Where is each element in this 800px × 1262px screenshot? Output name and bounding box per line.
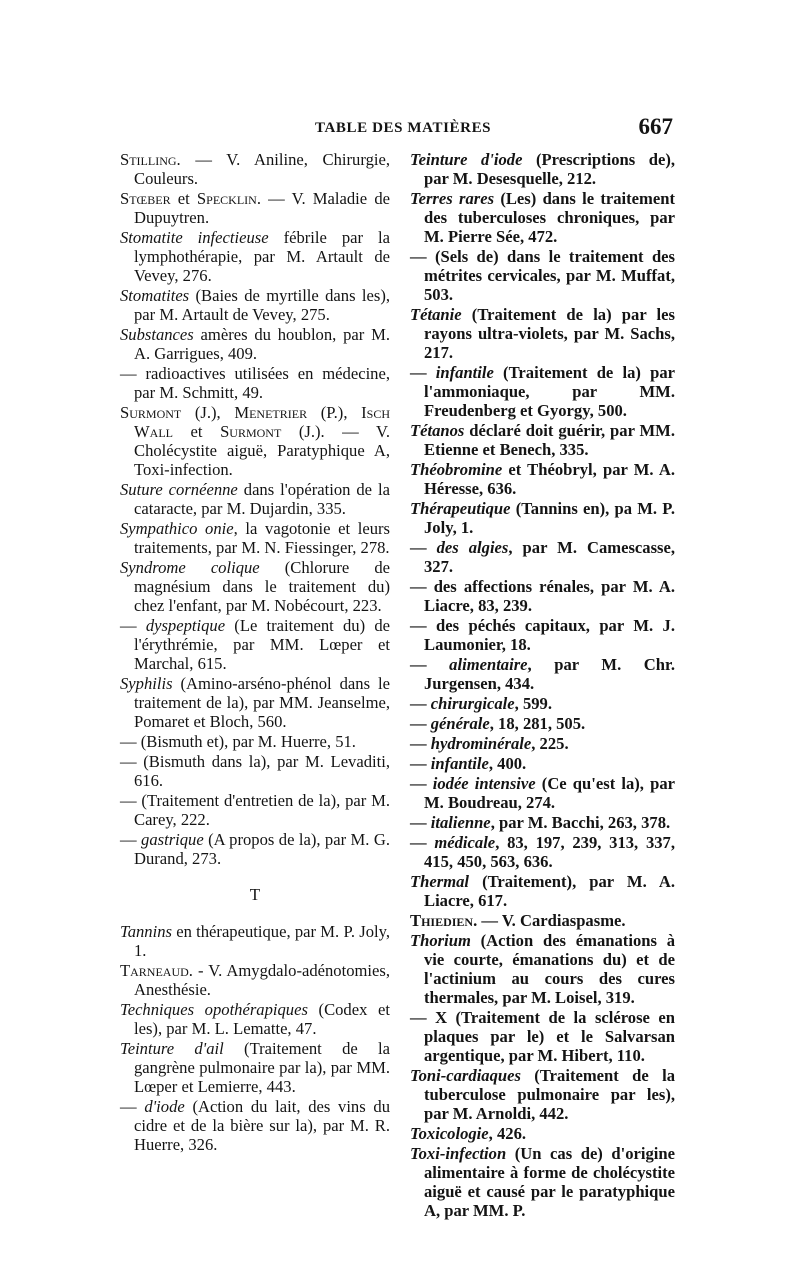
index-entry — [120, 403, 390, 479]
entry-text: en thérapeutique, par M. P. Joly, 1. — [134, 922, 390, 960]
index-term: Syphilis — [120, 674, 173, 693]
entry-text: fébrile par la lymphothérapie, par M. Artault de Vevey, 276. — [134, 228, 390, 285]
index-entry — [120, 752, 390, 790]
index-term: Tannins — [120, 922, 172, 941]
index-entry — [410, 305, 675, 362]
author-name: Isch Wall — [134, 403, 390, 441]
index-entry — [410, 1144, 675, 1220]
page-header — [117, 114, 673, 144]
entry-text: - V. Amygdalo-adénotomies, Anesthésie. — [134, 961, 390, 999]
author-name: Stœber — [120, 189, 171, 208]
index-term: Toxi-infection — [410, 1144, 507, 1163]
index-entry — [410, 931, 675, 1007]
index-entry — [410, 655, 675, 693]
index-entry — [410, 577, 675, 615]
index-entry — [120, 286, 390, 324]
index-entry — [410, 150, 675, 188]
entry-text: , 400. — [488, 754, 527, 773]
index-term: Teinture d'ail — [120, 1039, 224, 1058]
index-term: d'iode — [144, 1097, 185, 1116]
index-entry — [410, 911, 675, 930]
index-entry — [410, 734, 675, 753]
entry-text: , par M. Bacchi, 263, 378. — [490, 813, 671, 832]
entry-text: (Action du lait, des vins du cidre et de la bière sur la), par M. R. Huerre, 326. — [134, 1097, 390, 1154]
index-term: Thermal — [410, 872, 470, 891]
entry-text: , par M. Chr. Jurgensen, 434. — [424, 655, 675, 693]
author-name: Menetrier — [234, 403, 308, 422]
entry-text: et — [173, 422, 221, 441]
index-term: générale — [430, 714, 490, 733]
entry-text: , la vagotonie et leurs traitements, par M. N. Fiessinger, 278. — [134, 519, 390, 557]
entry-text: — — [120, 616, 146, 635]
entry-text: — V. Aniline, Chirurgie, Couleurs. — [134, 150, 390, 188]
index-entry — [120, 616, 390, 673]
entry-text: — (Sels de) dans le traitement des métrites cervicales, par M. Muffat, 503. — [410, 247, 675, 304]
entry-text: — — [120, 830, 142, 849]
entry-text: — (Bismuth et), par M. Huerre, 51. — [120, 732, 356, 751]
entry-text: déclaré doit guérir, par MM. Etienne et Benech, 335. — [424, 421, 675, 459]
entry-text: et Théobryl, par M. A. Héresse, 636. — [424, 460, 675, 498]
section-letter-heading — [120, 885, 390, 904]
index-term: Terres rares — [410, 189, 495, 208]
index-term: Syndrome colique — [120, 558, 260, 577]
entry-text: (Chlorure de magnésium dans le traitement du) chez l'enfant, par M. Nobécourt, 223. — [134, 558, 390, 615]
index-entry — [410, 538, 675, 576]
author-name: Specklin. — [196, 189, 261, 208]
page-number: 667 — [638, 114, 673, 139]
index-entry — [410, 754, 675, 773]
index-entry — [410, 714, 675, 733]
index-entry — [120, 150, 390, 188]
entry-text: — — [410, 833, 435, 852]
entry-text: — — [120, 1097, 145, 1116]
entry-text: (Ce qu'est la), par M. Boudreau, 274. — [424, 774, 675, 812]
author-name: Stilling. — [120, 150, 181, 169]
index-term: Thorium — [410, 931, 471, 950]
entry-text: amères du houblon, par M. A. Garrigues, 409. — [134, 325, 390, 363]
entry-text: (Tannins en), pa M. P. Joly, 1. — [424, 499, 675, 537]
entry-text: et — [170, 189, 197, 208]
index-entry — [120, 922, 390, 960]
index-term: italienne — [430, 813, 491, 832]
entry-text: — — [410, 813, 431, 832]
entry-text: — — [410, 694, 431, 713]
index-term: Sympathico onie — [120, 519, 234, 538]
index-entry — [120, 558, 390, 615]
index-term: infantile — [435, 363, 494, 382]
index-term: Tétanie — [410, 305, 462, 324]
index-term: Suture cornéenne — [120, 480, 238, 499]
entry-text: — (Traitement d'entretien de la), par M. Carey, 222. — [120, 791, 390, 829]
index-entry — [410, 616, 675, 654]
entry-text: (J.), — [181, 403, 235, 422]
index-entry — [410, 460, 675, 498]
index-term: infantile — [430, 754, 489, 773]
index-entry — [120, 674, 390, 731]
running-title: TABLE DES MATIÈRES — [315, 120, 492, 136]
index-term: hydrominérale — [430, 734, 532, 753]
entry-text: (Traitement de la gangrène pulmonaire par la), par MM. Lœper et Lemierre, 443. — [134, 1039, 390, 1096]
author-name: Surmont — [120, 403, 182, 422]
index-term: Substances — [120, 325, 194, 344]
entry-text: T — [249, 885, 261, 904]
index-entry — [410, 1124, 675, 1143]
entry-text: — (Bismuth dans la), par M. Levaditi, 616. — [120, 752, 390, 790]
entry-text: — des péchés capitaux, par M. J. Laumonier, 18. — [410, 616, 675, 654]
index-term: Techniques opothérapiques — [120, 1000, 308, 1019]
entry-text: — — [410, 538, 437, 557]
index-column-right — [410, 150, 675, 1221]
index-entry — [120, 1000, 390, 1038]
index-term: Stomatites — [120, 286, 190, 305]
index-term: Tétanos — [410, 421, 465, 440]
index-entry — [120, 830, 390, 868]
entry-text: (Baies de myrtille dans les), par M. Artault de Vevey, 275. — [134, 286, 390, 324]
entry-text: , 18, 281, 505. — [489, 714, 586, 733]
index-entry — [410, 1066, 675, 1123]
index-entry — [410, 421, 675, 459]
index-entry — [410, 247, 675, 304]
index-entry — [410, 813, 675, 832]
index-term: Teinture d'iode — [410, 150, 523, 169]
entry-text: , par M. Camescasse, 327. — [424, 538, 675, 576]
index-entry — [120, 791, 390, 829]
entry-text: , 83, 197, 239, 313, 337, 415, 450, 563, 636. — [424, 833, 675, 871]
entry-text: — des affections rénales, par M. A. Liacre, 83, 239. — [410, 577, 675, 615]
index-term: Toxicologie — [410, 1124, 489, 1143]
index-entry — [120, 228, 390, 285]
index-entry — [410, 694, 675, 713]
entry-text: — — [410, 655, 450, 674]
author-name: Thiedien. — [410, 911, 478, 930]
index-term: Thérapeutique — [410, 499, 511, 518]
entry-text: (A propos de la), par M. G. Durand, 273. — [134, 830, 390, 868]
index-term: alimentaire — [449, 655, 528, 674]
author-name: Surmont — [220, 422, 282, 441]
index-column-left — [120, 150, 390, 1155]
index-entry — [120, 1097, 390, 1154]
entry-text: (Traitement de la) par les rayons ultra-violets, par M. Sachs, 217. — [424, 305, 675, 362]
entry-text: (J.). — V. Cholécystite aiguë, Paratyphique A, Toxi-infection. — [134, 422, 390, 479]
index-entry — [120, 325, 390, 363]
index-term: Stomatite infectieuse — [120, 228, 269, 247]
entry-text: (Traitement de la) par l'ammoniaque, par MM. Freudenberg et Gyorgy, 500. — [424, 363, 675, 420]
entry-text: (Amino-arséno-phénol dans le traitement de la), par MM. Jeanselme, Pomaret et Bloch, 560. — [134, 674, 390, 731]
index-term: iodée intensive — [432, 774, 536, 793]
index-entry — [120, 364, 390, 402]
index-entry — [410, 833, 675, 871]
entry-text: — V. Cardiaspasme. — [477, 911, 626, 930]
entry-text: (Traitement), par M. A. Liacre, 617. — [424, 872, 675, 910]
entry-text: (Les) dans le traitement des tuberculoses chroniques, par M. Pierre Sée, 472. — [424, 189, 675, 246]
entry-text: — — [410, 363, 436, 382]
entry-text: (Action des émanations à vie courte, émanations du) et de l'actinium au cours des cures thermales, par M. Loisel, 319. — [424, 931, 675, 1007]
index-entry — [410, 1008, 675, 1065]
entry-text: — V. Maladie de Dupuytren. — [134, 189, 390, 227]
index-term: chirurgicale — [430, 694, 515, 713]
index-entry — [410, 363, 675, 420]
entry-text: — X (Traitement de la sclérose en plaques par le) et le Salvarsan argentique, par M. Hibert, 110. — [410, 1008, 675, 1065]
entry-text: (Prescriptions de), par M. Desesquelle, 212. — [424, 150, 675, 188]
entry-text: — — [410, 714, 431, 733]
index-term: dyspeptique — [145, 616, 226, 635]
entry-text: (Traitement de la tuberculose pulmonaire par les), par M. Arnoldi, 442. — [424, 1066, 675, 1123]
entry-text: , 599. — [514, 694, 552, 713]
index-entry — [410, 499, 675, 537]
index-term: Théobromine — [410, 460, 503, 479]
entry-text: (P.), — [307, 403, 362, 422]
entry-text: — — [410, 734, 431, 753]
index-term: des algies — [436, 538, 509, 557]
index-term: Toni-cardiaques — [410, 1066, 521, 1085]
entry-text: , 225. — [531, 734, 569, 753]
entry-text: (Le traitement du) de l'érythrémie, par MM. Lœper et Marchal, 615. — [134, 616, 390, 673]
entry-text: dans l'opération de la cataracte, par M. Dujardin, 335. — [134, 480, 390, 518]
author-name: Tarneaud. — [120, 961, 193, 980]
entry-text: — radioactives utilisées en médecine, par M. Schmitt, 49. — [120, 364, 390, 402]
index-term: gastrique — [141, 830, 204, 849]
index-entry — [410, 872, 675, 910]
index-entry — [410, 774, 675, 812]
index-entry — [120, 961, 390, 999]
index-entry — [120, 480, 390, 518]
entry-text: (Codex et les), par M. L. Lematte, 47. — [134, 1000, 390, 1038]
entry-text: — — [410, 754, 431, 773]
index-entry — [120, 189, 390, 227]
index-entry — [120, 732, 390, 751]
index-entry — [120, 1039, 390, 1096]
index-entry — [410, 189, 675, 246]
entry-text: (Un cas de) d'origine alimentaire à forme de cholécystite aiguë et causé par le paratyphique A, par MM. P. — [424, 1144, 675, 1220]
entry-text: , 426. — [488, 1124, 527, 1143]
entry-text: — — [410, 774, 433, 793]
index-term: médicale — [434, 833, 496, 852]
index-entry — [120, 519, 390, 557]
